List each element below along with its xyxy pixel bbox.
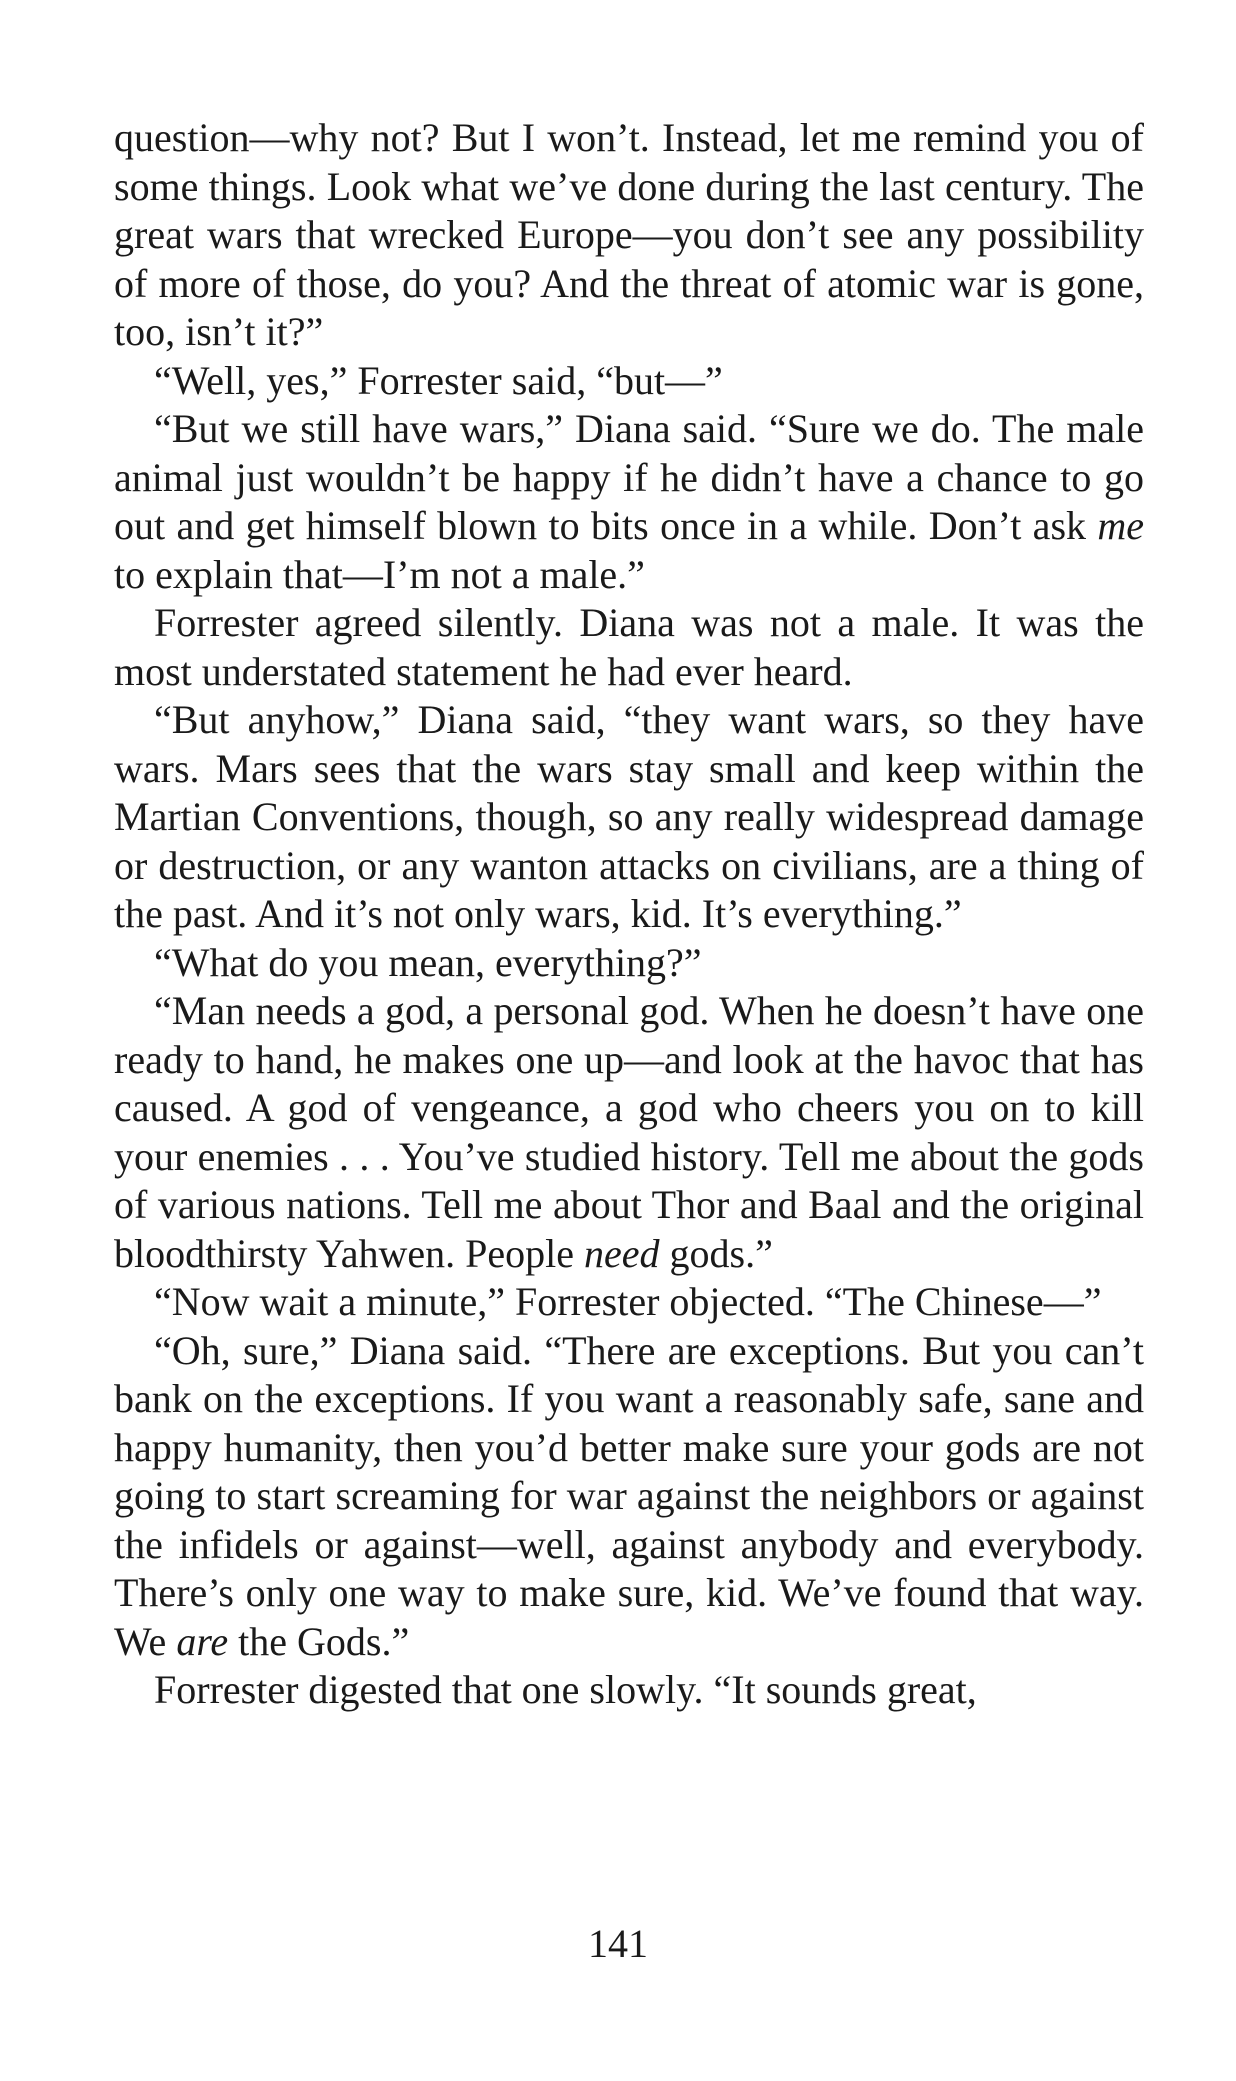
paragraph bbox=[114, 696, 1144, 939]
paragraph bbox=[114, 1666, 1144, 1715]
text-run: Forrester digested that one slowly. “It sounds great, bbox=[154, 1667, 977, 1712]
text-run: “But anyhow,” Diana said, “they want wars, so they have wars. Mars sees that the wars stay small and keep within the Martian Conventions, though, so any really widespread damage or destruction, or any wanton attacks on civilians, are a thing of the past. And it’s not only wars, kid. It’s everything.” bbox=[114, 697, 1144, 936]
italic-text: are bbox=[176, 1618, 229, 1664]
text-run: Forrester agreed silently. Diana was not a male. It was the most understated statement he had ever heard. bbox=[114, 600, 1144, 694]
text-run: “Now wait a minute,” Forrester objected. “The Chinese—” bbox=[154, 1279, 1102, 1324]
paragraph bbox=[114, 114, 1144, 357]
text-run: to explain that—I’m not a male.” bbox=[114, 551, 645, 597]
text-run: question—why not? But I won’t. Instead, let me remind you of some things. Look what we’ve done during the last century. The great wars that wrecked Europe—you don’t see any possibility of more of those, do you? And the threat of atomic war is gone, too, isn’t it?” bbox=[114, 115, 1144, 354]
book-page-text bbox=[114, 114, 1144, 1715]
text-run: “Man needs a god, a personal god. When he doesn’t have one ready to hand, he makes one up—and look at the havoc that has caused. A god of vengeance, a god who cheers you on to kill your enemies . . . You’ve studied history. Tell me about the gods of various nations. Tell me about Thor and Baal and the original bloodthirsty Yahwen. People bbox=[114, 988, 1144, 1276]
paragraph bbox=[114, 1278, 1144, 1327]
paragraph bbox=[114, 405, 1144, 599]
text-run: “What do you mean, everything?” bbox=[154, 939, 702, 985]
paragraph bbox=[114, 1327, 1144, 1667]
paragraph bbox=[114, 939, 1144, 988]
page-number: 141 bbox=[588, 1921, 648, 1966]
paragraph bbox=[114, 599, 1144, 696]
text-run: gods.” bbox=[659, 1230, 773, 1276]
italic-text: need bbox=[584, 1230, 660, 1276]
italic-text: me bbox=[1097, 503, 1144, 548]
text-run: “Oh, sure,” Diana said. “There are exceptions. But you can’t bank on the exceptions. If you want a reasonably safe, sane and happy humanity, then you’d better make sure your gods are not going to start screaming for war against the neighbors or against the infidels or against—well, against anybody and everybody. There’s only one way to make sure, kid. We’ve found that way. We bbox=[114, 1327, 1144, 1664]
paragraph bbox=[114, 357, 1144, 406]
paragraph bbox=[114, 987, 1144, 1278]
text-run: “But we still have wars,” Diana said. “Sure we do. The male animal just wouldn’t be happy if he didn’t have a chance to go out and get himself blown to bits once in a while. Don’t ask bbox=[114, 406, 1144, 548]
text-run: the Gods.” bbox=[228, 1618, 410, 1664]
text-run: “Well, yes,” Forrester said, “but—” bbox=[154, 357, 723, 403]
